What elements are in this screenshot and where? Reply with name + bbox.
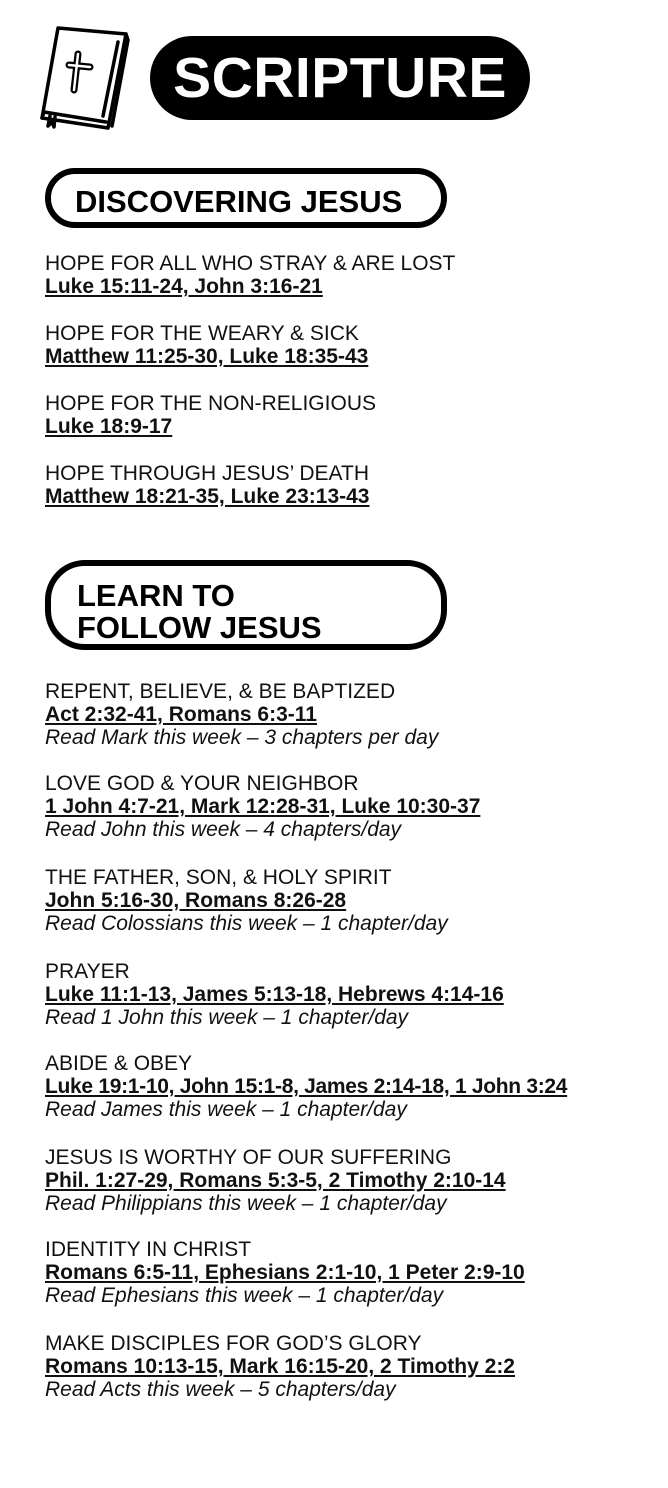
topic: PRAYER <box>45 960 130 983</box>
scripture-references: Phil. 1:27-29, Romans 5:3-5, 2 Timothy 2:10-14 <box>45 1169 506 1192</box>
topic: REPENT, BELIEVE, & BE BAPTIZED <box>45 680 396 703</box>
scripture-references: Romans 6:5-11, Ephesians 2:1-10, 1 Peter 2:9-10 <box>45 1261 525 1284</box>
list-item <box>45 1332 515 1401</box>
reading-note: Read Philippians this week – 1 chapter/day <box>45 1192 447 1215</box>
scripture-references: Luke 11:1-13, James 5:13-18, Hebrews 4:14-16 <box>45 983 504 1006</box>
topic: ABIDE & OBEY <box>45 1052 193 1075</box>
scripture-references: Luke 18:9-17 <box>45 415 173 438</box>
reading-note: Read 1 John this week – 1 chapter/day <box>45 1006 409 1029</box>
list-item <box>45 772 480 841</box>
scripture-references: Luke 15:11-24, John 3:16-21 <box>45 275 323 298</box>
list-item <box>45 1146 506 1215</box>
reading-note: Read Ephesians this week – 1 chapter/day <box>45 1284 444 1307</box>
topic: THE FATHER, SON, & HOLY SPIRIT <box>45 866 392 889</box>
page-title: SCRIPTURE <box>150 36 530 120</box>
scripture-references: John 5:16-30, Romans 8:26-28 <box>45 889 347 912</box>
list-item <box>45 680 438 749</box>
section-title-line: LEARN TO <box>77 578 235 613</box>
reading-note: Read James this week – 1 chapter/day <box>45 1098 407 1121</box>
reading-note: Read Acts this week – 5 chapters/day <box>45 1378 396 1401</box>
section-title-discovering-jesus: DISCOVERING JESUS <box>45 168 447 228</box>
section-title-learn-to-follow-jesus <box>45 560 447 650</box>
scripture-references: Act 2:32-41, Romans 6:3-11 <box>45 703 317 726</box>
topic: MAKE DISCIPLES FOR GOD’S GLORY <box>45 1332 422 1355</box>
topic: LOVE GOD & YOUR NEIGHBOR <box>45 772 359 795</box>
list-item <box>45 866 448 935</box>
list-item <box>45 322 368 368</box>
list-item <box>45 960 504 1029</box>
topic: IDENTITY IN CHRIST <box>45 1238 252 1261</box>
topic: JESUS IS WORTHY OF OUR SUFFERING <box>45 1146 452 1169</box>
header <box>0 0 668 140</box>
topic: HOPE FOR ALL WHO STRAY & ARE LOST <box>45 252 456 275</box>
scripture-references: Matthew 18:21-35, Luke 23:13-43 <box>45 485 370 508</box>
section-title-line: FOLLOW JESUS <box>77 610 322 645</box>
list-item <box>45 1052 567 1121</box>
topic: HOPE THROUGH JESUS’ DEATH <box>45 462 369 485</box>
list-item <box>45 462 369 508</box>
list-item <box>45 392 376 438</box>
topic: HOPE FOR THE NON-RELIGIOUS <box>45 392 376 415</box>
bible-cross-icon <box>36 20 136 130</box>
scripture-references: Luke 19:1-10, John 15:1-8, James 2:14-18, 1 John 3:24 <box>45 1075 568 1098</box>
topic: HOPE FOR THE WEARY & SICK <box>45 322 359 345</box>
scripture-references: 1 John 4:7-21, Mark 12:28-31, Luke 10:30-37 <box>45 795 481 818</box>
scripture-references: Matthew 11:25-30, Luke 18:35-43 <box>45 345 369 368</box>
list-item <box>45 1238 525 1307</box>
reading-note: Read Colossians this week – 1 chapter/day <box>45 912 448 935</box>
reading-note: Read Mark this week – 3 chapters per day <box>45 726 439 749</box>
reading-note: Read John this week – 4 chapters/day <box>45 818 402 841</box>
list-item <box>45 252 455 298</box>
scripture-references: Romans 10:13-15, Mark 16:15-20, 2 Timothy 2:2 <box>45 1355 515 1378</box>
